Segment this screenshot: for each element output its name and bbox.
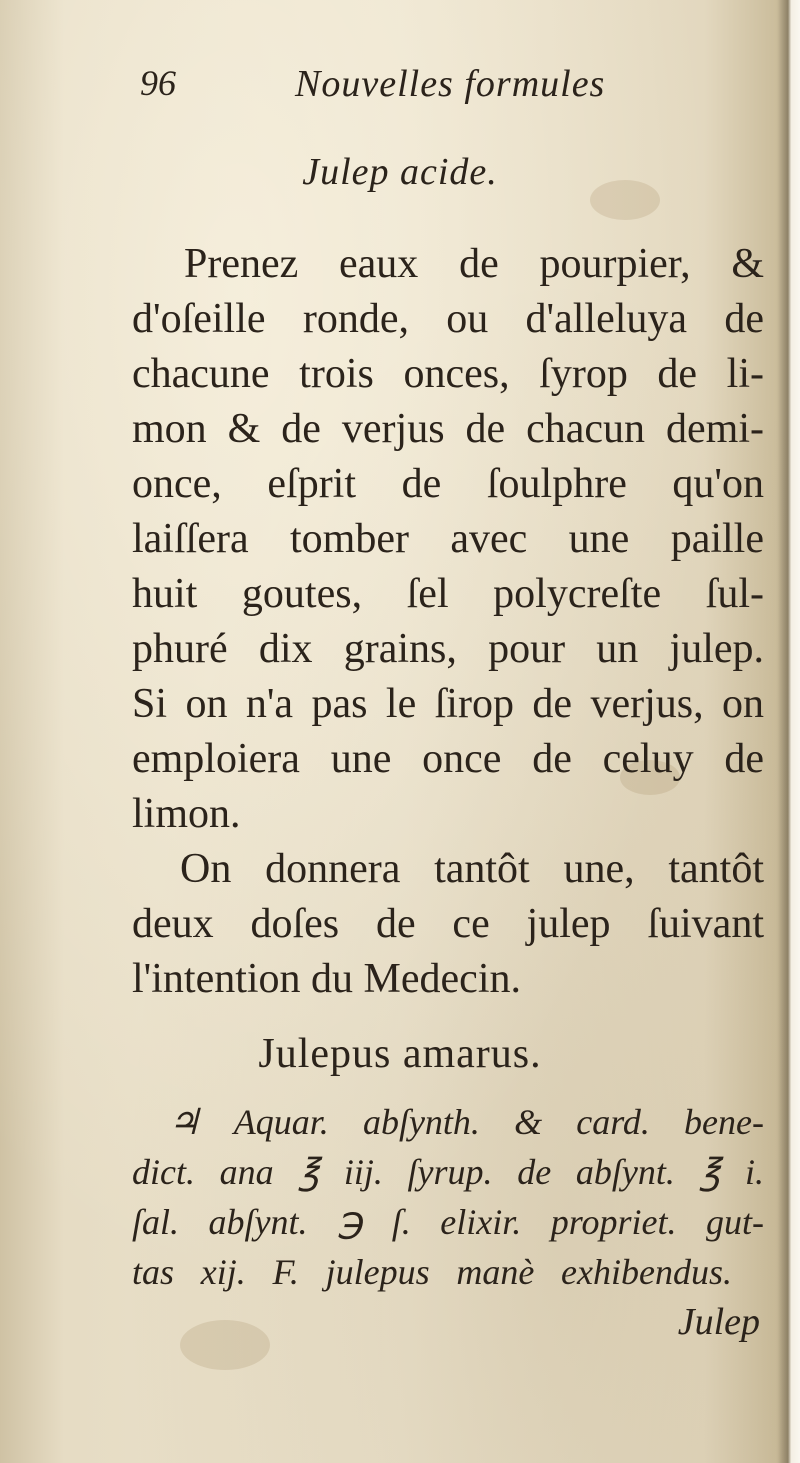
text-line: once, eſprit de ſoulphre qu'on: [132, 461, 764, 507]
section-heading-julep-acide: Julep acide.: [302, 151, 498, 193]
text-line: chacune trois onces, ſyrop de li-: [132, 351, 764, 397]
text-line: laiſſera tomber avec une paille: [132, 516, 764, 562]
text-line: On donnera tantôt une, tantôt: [180, 846, 764, 892]
section-heading-julepus-amarus: Julepus amarus.: [258, 1031, 542, 1077]
page-edge: [778, 0, 800, 1463]
running-head: [140, 62, 660, 112]
catchword: Julep: [677, 1301, 760, 1343]
foxing-spot: [180, 1320, 270, 1370]
text-line: Si on n'a pas le ſirop de verjus, on: [132, 681, 764, 727]
text-line: mon & de verjus de chacun demi-: [132, 406, 764, 452]
text-line: deux doſes de ce julep ſuivant: [132, 901, 764, 947]
text-line: emploiera une once de celuy de: [132, 736, 764, 782]
text-line: l'intention du Medecin.: [132, 956, 521, 1002]
recipe-line: ♃ Aquar. abſynth. & card. bene-: [168, 1102, 764, 1142]
page-number: 96: [140, 63, 176, 103]
recipe-line: tas xij. F. julepus manè exhibendus.: [132, 1252, 732, 1292]
recipe-line: ſal. abſynt. ℈ ſ. elixir. propriet. gut-: [132, 1202, 764, 1242]
text-line: limon.: [132, 791, 241, 837]
text-line: Prenez eaux de pourpier, &: [184, 241, 764, 287]
text-line: phuré dix grains, pour un julep.: [132, 626, 764, 672]
running-title: Nouvelles formules: [295, 63, 606, 105]
text-line: huit goutes, ſel polycreſte ſul-: [132, 571, 764, 617]
recipe-line: dict. ana ℥ iij. ſyrup. de abſynt. ℥ i.: [132, 1152, 764, 1192]
text-line: d'oſeille ronde, ou d'alleluya de: [132, 296, 764, 342]
